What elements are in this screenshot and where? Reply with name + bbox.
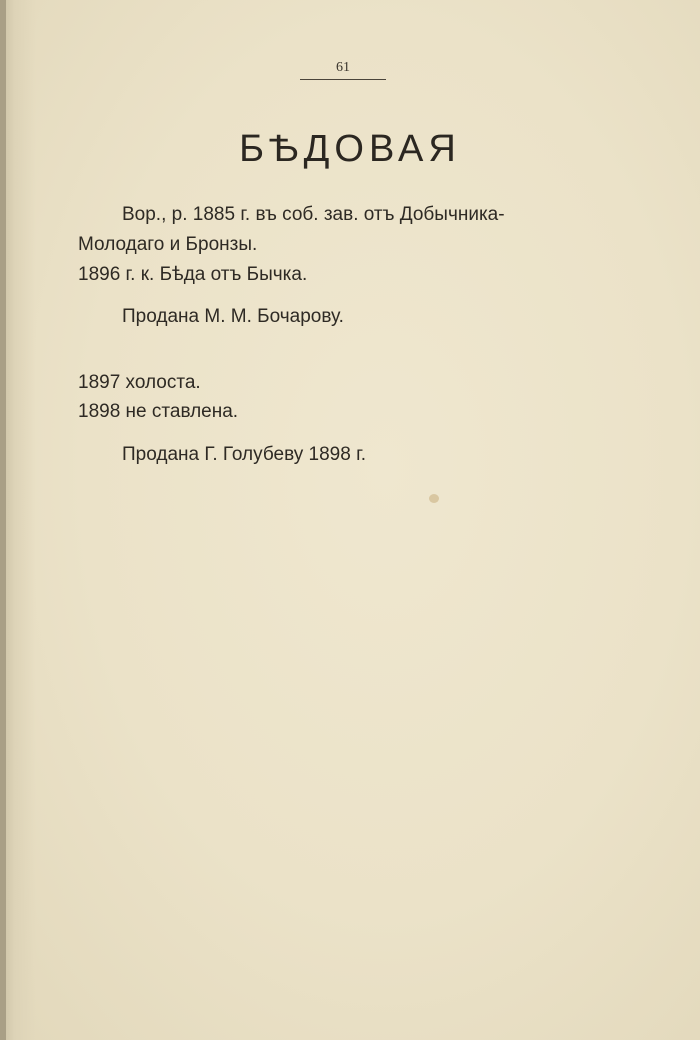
text-line-3: 1896 г. к. Бѣда отъ Бычка.: [78, 264, 308, 285]
page-number-rule: [300, 79, 386, 80]
text-line-6: 1898 не ставлена.: [78, 401, 239, 422]
text-line-7: Продана Г. Голубеву 1898 г.: [122, 444, 366, 465]
paper-stain: [429, 494, 439, 503]
text-line-2: Молодаго и Бронзы.: [78, 234, 258, 255]
page-title: БѢДОВАЯ: [239, 128, 461, 170]
page-number: 61: [336, 60, 350, 75]
text-line-4: Продана М. М. Бочарову.: [122, 306, 344, 327]
text-line-1: Вор., р. 1885 г. въ соб. зав. отъ Добычника-: [122, 204, 505, 225]
text-line-5: 1897 холоста.: [78, 372, 201, 393]
